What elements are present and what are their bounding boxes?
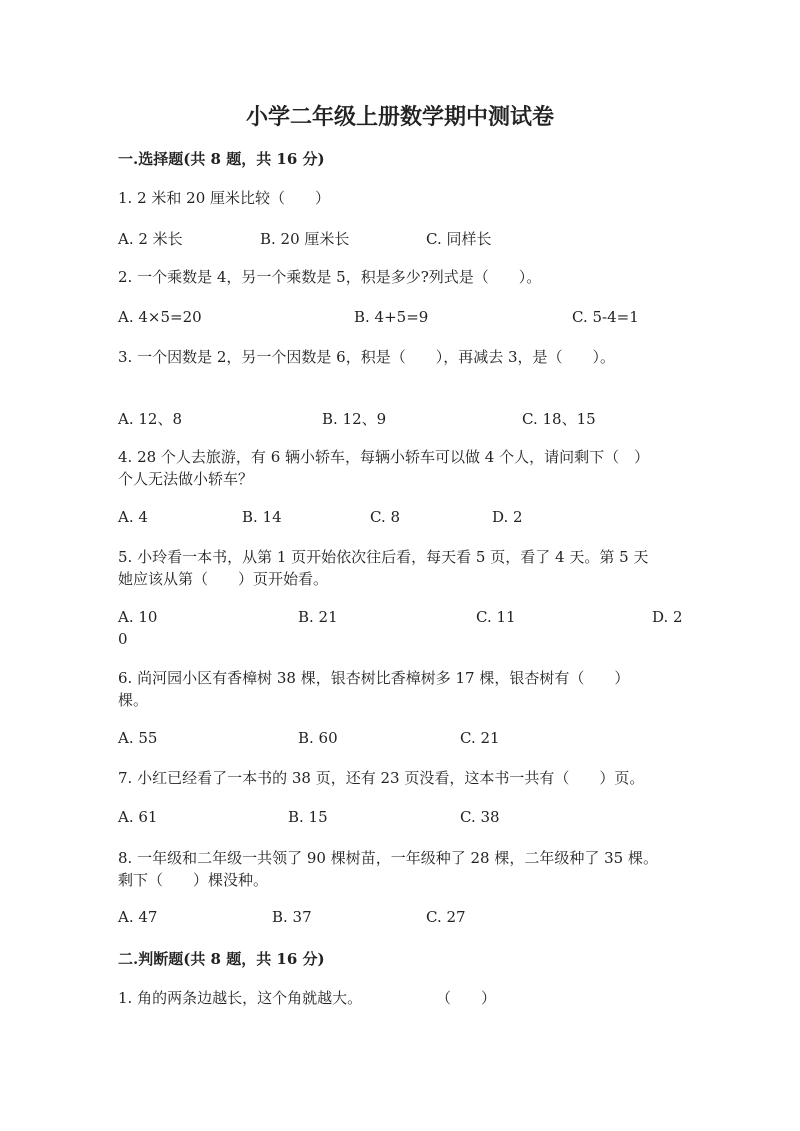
q1-option-b: B. 20 厘米长 — [260, 230, 350, 248]
question-5-line-2: 她应该从第（ ）页开始看。 — [118, 570, 329, 588]
q8-option-a: A. 47 — [118, 908, 158, 926]
q6-option-c: C. 21 — [460, 729, 500, 747]
q7-option-b: B. 15 — [288, 808, 328, 826]
question-3: 3. 一个因数是 2，另一个因数是 6，积是（ ），再减去 3，是（ ）。 — [118, 348, 616, 366]
question-5-line-1: 5. 小玲看一本书，从第 1 页开始依次往后看，每天看 5 页，看了 4 天。第 5 天 — [118, 548, 649, 566]
q8-option-c: C. 27 — [426, 908, 466, 926]
page-title: 小学二年级上册数学期中测试卷 — [245, 104, 554, 130]
q2-option-c: C. 5-4=1 — [572, 308, 639, 326]
q4-option-c: C. 8 — [370, 508, 401, 526]
q5-option-d: D. 2 — [652, 608, 683, 626]
q4-option-d: D. 2 — [492, 508, 523, 526]
question-8-line-2: 剩下（ ）棵没种。 — [118, 871, 269, 889]
judgement-question-1: 1. 角的两条边越长，这个角就越大。 — [118, 989, 363, 1007]
q1-option-c: C. 同样长 — [426, 230, 492, 248]
q7-option-a: A. 61 — [118, 808, 158, 826]
q2-option-a: A. 4×5=20 — [118, 308, 202, 326]
question-6-line-1: 6. 尚河园小区有香樟树 38 棵，银杏树比香樟树多 17 棵，银杏树有（ ） — [118, 669, 630, 687]
question-6-line-2: 棵。 — [118, 691, 149, 709]
q4-option-b: B. 14 — [242, 508, 282, 526]
q8-option-b: B. 37 — [272, 908, 312, 926]
section-heading-judgement: 二.判断题(共 8 题，共 16 分) — [118, 950, 325, 968]
q2-option-b: B. 4+5=9 — [354, 308, 429, 326]
q6-option-a: A. 55 — [118, 729, 158, 747]
judgement-question-1-blank: （ ） — [436, 989, 497, 1007]
q7-option-c: C. 38 — [460, 808, 500, 826]
q4-option-a: A. 4 — [118, 508, 148, 526]
q5-option-b: B. 21 — [298, 608, 338, 626]
q3-option-c: C. 18、15 — [522, 410, 596, 428]
q3-option-a: A. 12、8 — [118, 410, 182, 428]
question-4-line-2: 个人无法做小轿车？ — [118, 470, 254, 488]
q5-option-a: A. 10 — [118, 608, 158, 626]
question-2: 2. 一个乘数是 4，另一个乘数是 5，积是多少?列式是（ ）。 — [118, 268, 542, 286]
question-7: 7. 小红已经看了一本书的 38 页，还有 23 页没看，这本书一共有（ ）页。 — [118, 769, 645, 787]
q1-option-a: A. 2 米长 — [118, 230, 183, 248]
q3-option-b: B. 12、9 — [322, 410, 387, 428]
section-heading-choice: 一.选择题(共 8 题，共 16 分) — [118, 150, 325, 168]
q5-option-d-wrap: 0 — [118, 630, 128, 648]
question-4-line-1: 4. 28 个人去旅游，有 6 辆小轿车，每辆小轿车可以做 4 个人，请问剩下（ ） — [118, 448, 650, 466]
q5-option-c: C. 11 — [476, 608, 516, 626]
question-8-line-1: 8. 一年级和二年级一共领了 90 棵树苗，一年级种了 28 棵，二年级种了 35 棵。 — [118, 849, 658, 867]
question-1: 1. 2 米和 20 厘米比较（ ） — [118, 189, 331, 207]
q6-option-b: B. 60 — [298, 729, 338, 747]
